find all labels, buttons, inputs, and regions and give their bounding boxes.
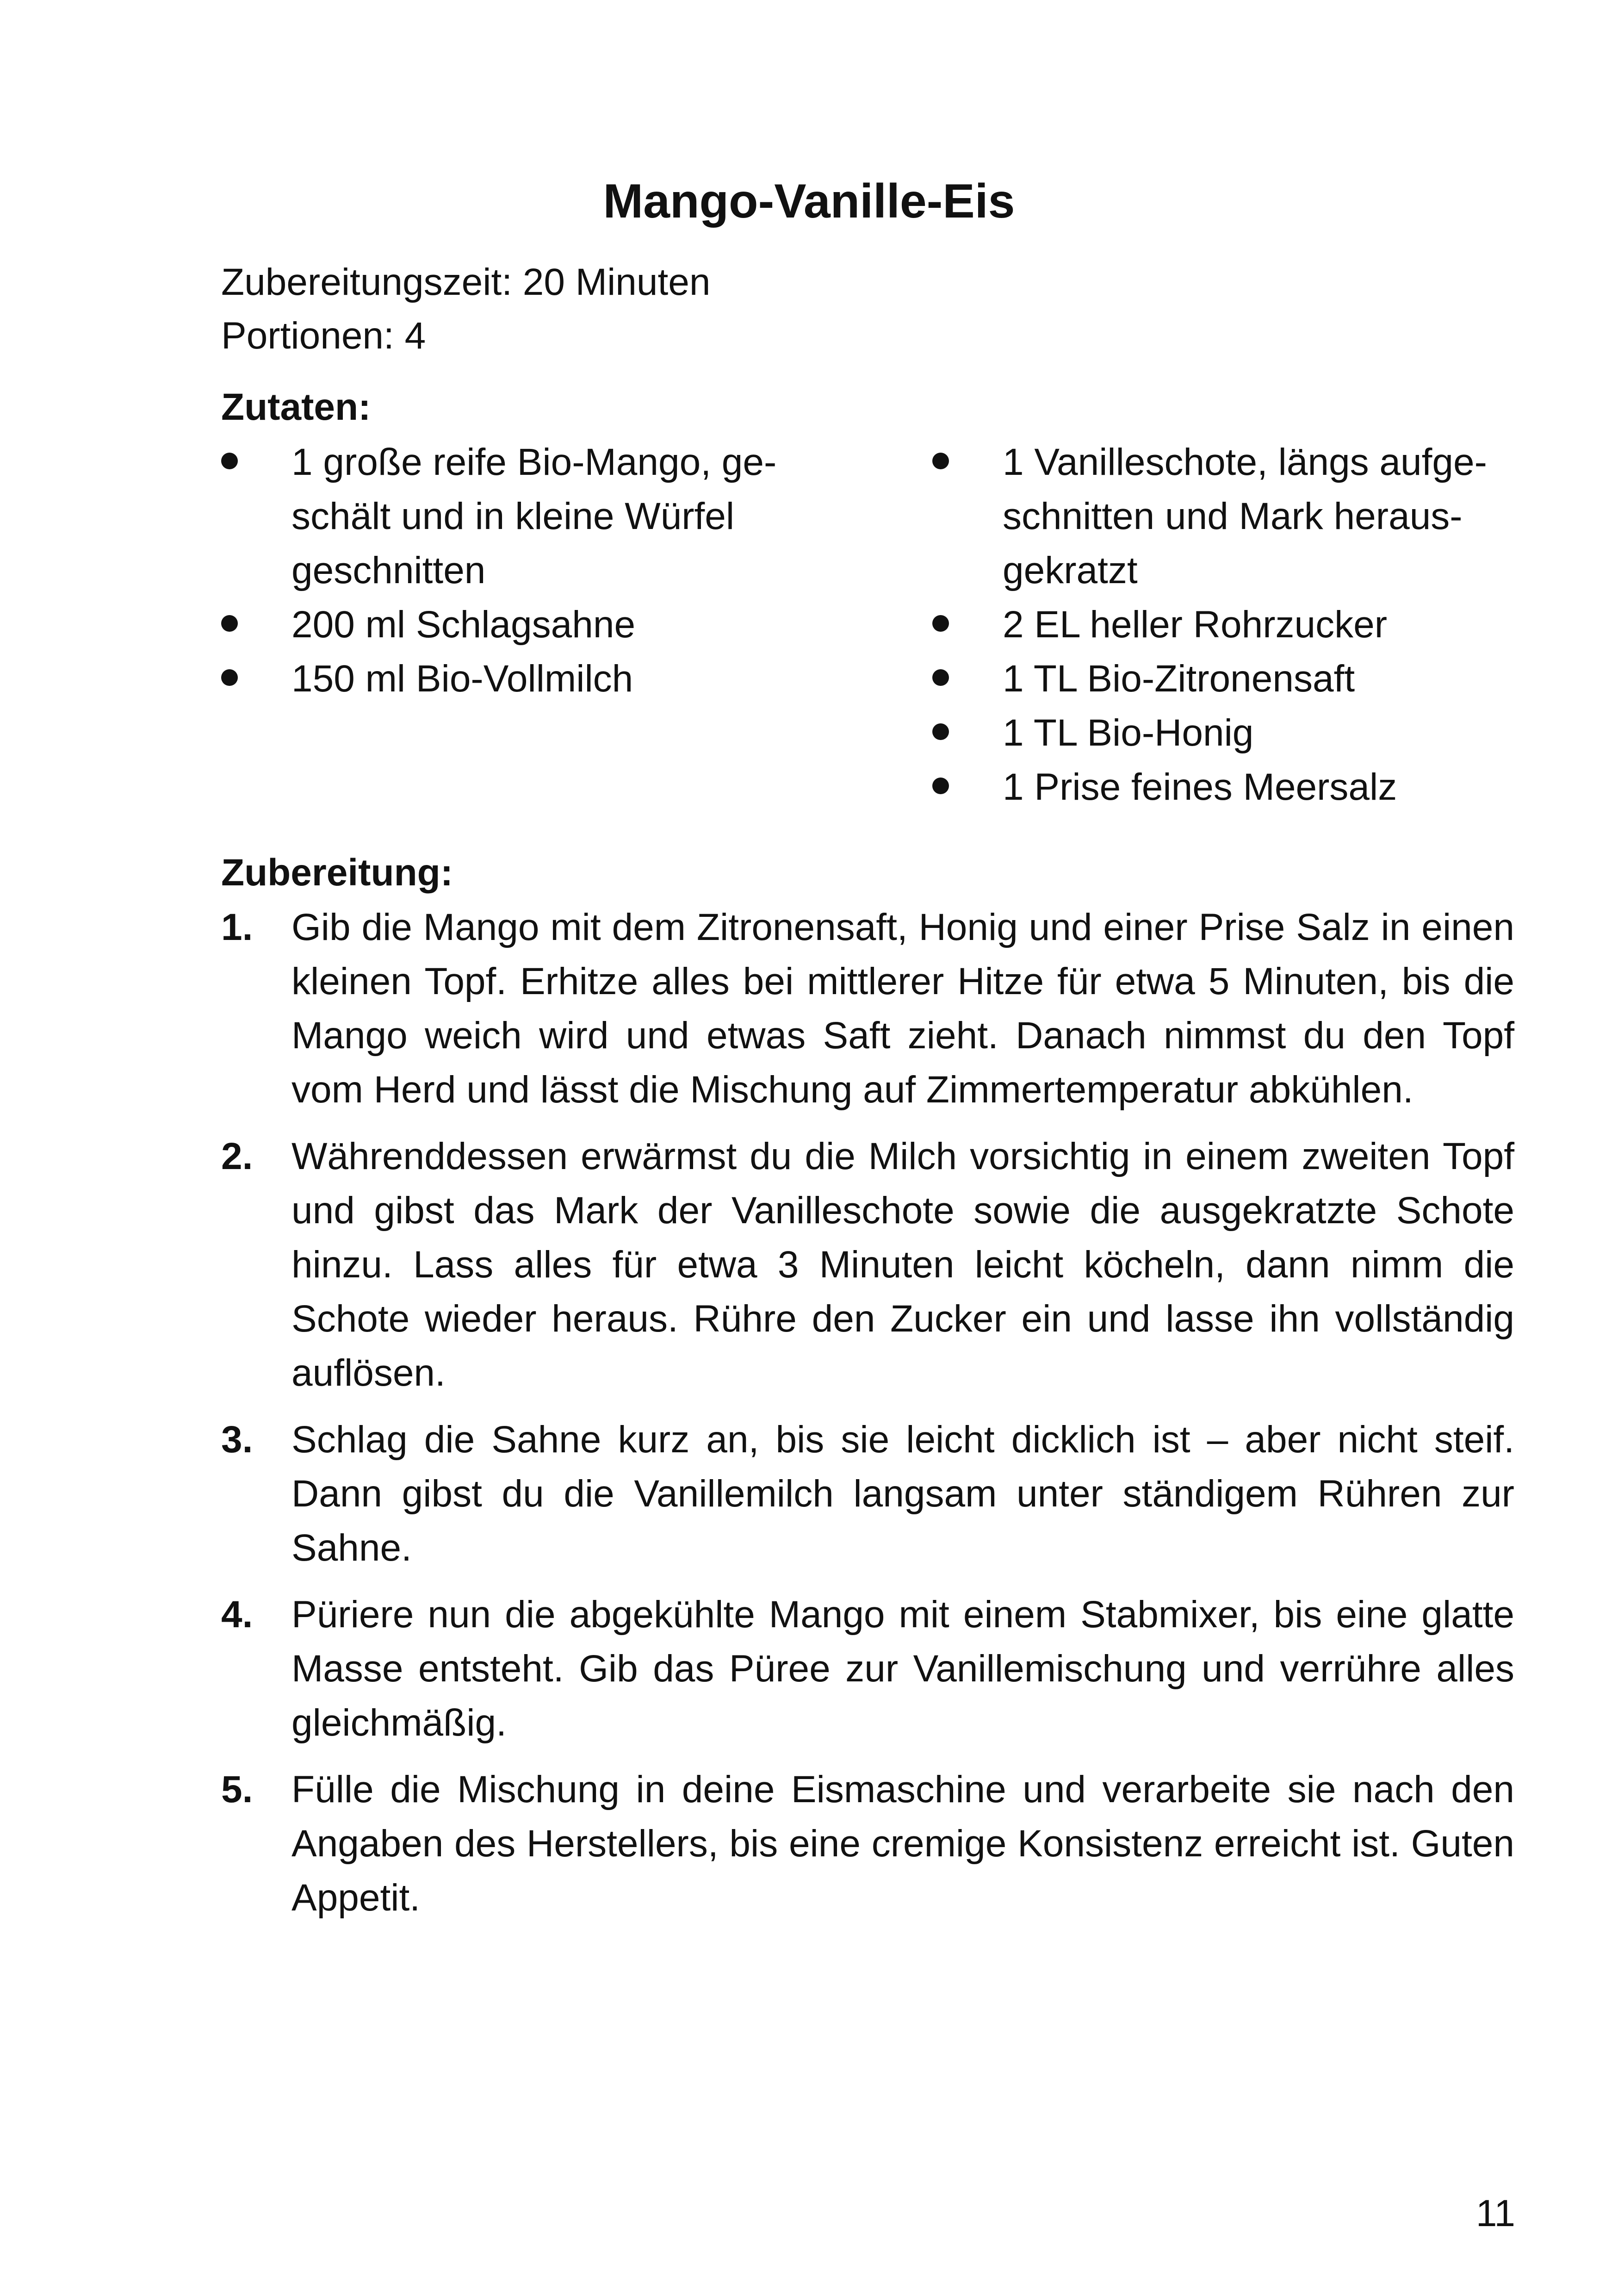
ingredient-item <box>221 652 800 706</box>
bullet-icon <box>932 453 949 469</box>
ingredient-item <box>221 597 800 652</box>
step-text: Gib die Mango mit dem Zitronensaft, Honig und einer Prise Salz in einen kleinen Topf. Erhitze alles bei mittlerer Hitze für etwa 5 Minuten, bis die Mango weich wird und etwas Saft zieht. Danach nimmst du den Topf vom Herd und lässt die Mischung auf Zimmertemperatur abkühlen. <box>291 906 1514 1111</box>
preparation-heading: Zubereitung: <box>221 852 453 894</box>
bullet-icon <box>932 723 949 740</box>
bullet-icon <box>932 778 949 794</box>
bullet-icon <box>221 669 238 686</box>
step-item <box>221 1762 1514 1925</box>
step-number: 5. <box>221 1768 253 1811</box>
step-item <box>221 1129 1514 1400</box>
ingredient-text: 2 EL heller Rohrzucker <box>1003 604 1388 646</box>
ingredient-item <box>221 435 800 597</box>
step-text: Währenddessen erwärmst du die Milch vorsichtig in einem zweiten Topf und gibst das Mark der Vanilleschote sowie die ausgekratzte Schote hinzu. Lass alles für etwa 3 Minuten leicht köcheln, dann nimm die Schote wieder heraus. Rühre den Zucker ein und lasse ihn vollständig auflösen. <box>291 1135 1514 1394</box>
step-item <box>221 1587 1514 1750</box>
ingredient-item <box>932 435 1512 597</box>
step-number: 3. <box>221 1419 253 1461</box>
ingredient-text: 200 ml Schlagsahne <box>291 604 636 646</box>
prep-time: Zubereitungszeit: 20 Minuten <box>221 261 711 303</box>
step-number: 1. <box>221 906 253 948</box>
ingredient-item <box>932 706 1511 760</box>
recipe-title: Mango-Vanille-Eis <box>603 174 1015 228</box>
step-text: Püriere nun die abgekühlte Mango mit einem Stabmixer, bis eine glatte Masse entsteht. Gib das Püree zur Vanillemischung und verrühre alles gleichmäßig. <box>291 1593 1514 1744</box>
ingredient-text: 150 ml Bio-Vollmilch <box>291 658 633 700</box>
preparation-steps <box>221 900 1514 1937</box>
bullet-icon <box>221 453 238 469</box>
step-item <box>221 900 1514 1117</box>
ingredient-text: 1 Vanilleschote, längs aufge-schnitten und Mark heraus-gekratzt <box>1003 441 1487 591</box>
servings: Portionen: 4 <box>221 315 426 357</box>
ingredients-list-left <box>221 435 800 706</box>
bullet-icon <box>932 669 949 686</box>
step-item <box>221 1412 1514 1575</box>
bullet-icon <box>221 615 238 632</box>
step-text: Fülle die Mischung in deine Eismaschine und verarbeite sie nach den Angaben des Herstellers, bis eine cremige Konsistenz erreicht ist. Guten Appetit. <box>291 1768 1514 1919</box>
step-number: 4. <box>221 1593 253 1636</box>
ingredients-heading: Zutaten: <box>221 386 371 428</box>
bullet-icon <box>932 615 949 632</box>
ingredient-text: 1 TL Bio-Zitronensaft <box>1003 658 1355 700</box>
ingredient-text: 1 TL Bio-Honig <box>1003 712 1254 754</box>
ingredients-list-right <box>932 435 1511 814</box>
ingredient-text: 1 Prise feines Meersalz <box>1003 766 1397 808</box>
step-text: Schlag die Sahne kurz an, bis sie leicht dicklich ist – aber nicht steif. Dann gibst du die Vanillemilch langsam unter ständigem Rühren zur Sahne. <box>291 1419 1514 1569</box>
ingredient-item <box>932 597 1511 652</box>
ingredient-item <box>932 652 1511 706</box>
page-number: 11 <box>1475 2192 1515 2234</box>
step-number: 2. <box>221 1135 253 1177</box>
ingredient-text: 1 große reife Bio-Mango, ge-schält und in kleine Würfel geschnitten <box>291 441 777 591</box>
ingredient-item <box>932 760 1511 814</box>
